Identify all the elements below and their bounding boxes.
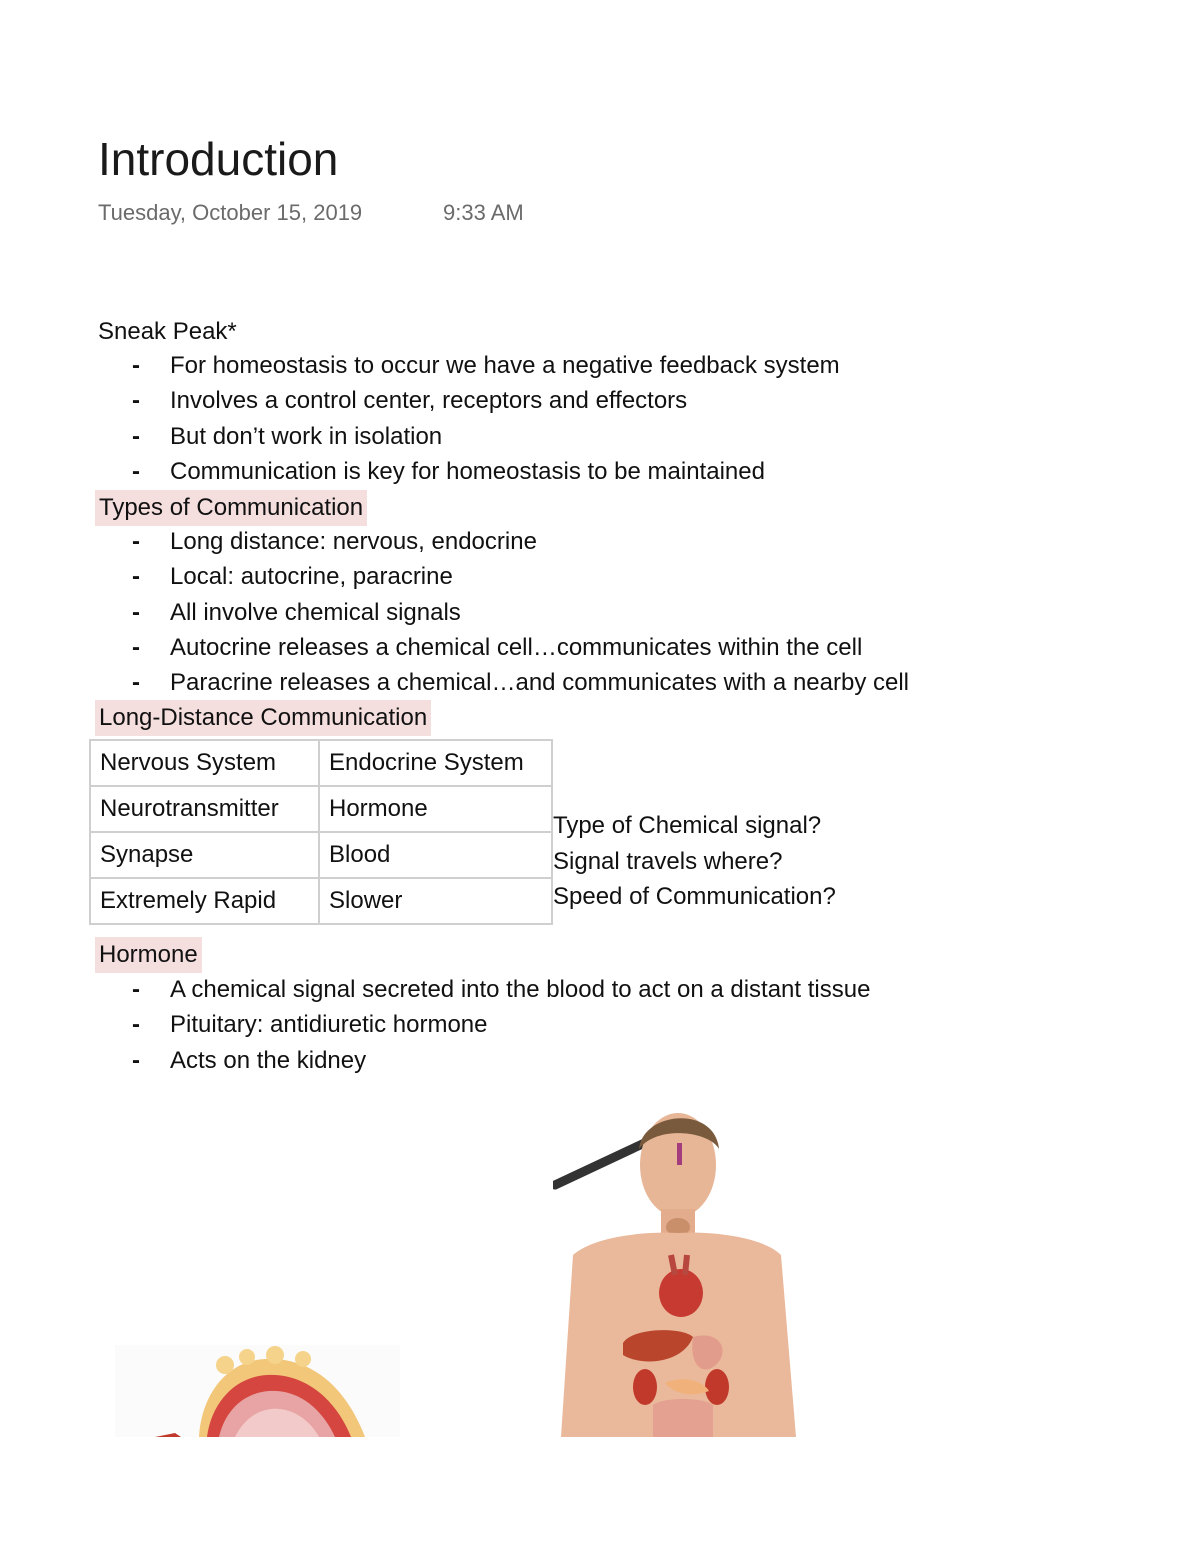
list-item: - Involves a control center, receptors and effectors: [130, 383, 840, 418]
table-row: [90, 740, 552, 786]
types-list: [130, 524, 909, 700]
list-item: - Acts on the kidney: [130, 1043, 870, 1078]
question-text: Speed of Communication?: [553, 883, 836, 910]
table-cell: Blood: [319, 832, 552, 878]
table-questions: [553, 808, 836, 915]
endocrine-system-body-image: [553, 1105, 796, 1437]
sneak-peak-list: [130, 348, 840, 489]
table-cell: Synapse: [90, 832, 319, 878]
list-item: - Communication is key for homeostasis to be maintained: [130, 454, 840, 489]
list-item: - Local: autocrine, paracrine: [130, 559, 909, 594]
list-item: - Autocrine releases a chemical cell…communicates within the cell: [130, 630, 909, 665]
table-cell: Neurotransmitter: [90, 786, 319, 832]
list-item: - Pituitary: antidiuretic hormone: [130, 1007, 870, 1042]
page-time: 9:33 AM: [443, 200, 524, 225]
types-heading: Types of Communication: [95, 490, 367, 526]
list-item: - But don’t work in isolation: [130, 419, 840, 454]
hormone-heading: Hormone: [95, 937, 202, 973]
question-text: Signal travels where?: [553, 847, 783, 875]
table-cell: Hormone: [319, 786, 552, 832]
kidney-cross-section-image: [115, 1345, 400, 1437]
question-text: Type of Chemical signal?: [553, 812, 822, 839]
page-title: Introduction: [98, 133, 339, 185]
list-item: - Paracrine releases a chemical…and communicates with a nearby cell: [130, 665, 909, 700]
table-cell: Endocrine System: [319, 740, 552, 786]
list-item: - All involve chemical signals: [130, 595, 909, 630]
comparison-table: [89, 739, 553, 925]
table-cell: Slower: [319, 878, 552, 924]
hormone-list: [130, 972, 870, 1078]
table-row: [90, 786, 552, 832]
table-cell: Extremely Rapid: [90, 878, 319, 924]
table-cell: Nervous System: [90, 740, 319, 786]
page-date: Tuesday, October 15, 2019: [98, 200, 363, 225]
list-item: - Long distance: nervous, endocrine: [130, 524, 909, 559]
long-distance-heading: Long-Distance Communication: [95, 700, 431, 736]
table-row: [90, 878, 552, 924]
sneak-peak-heading: Sneak Peak*: [98, 318, 237, 345]
list-item: - A chemical signal secreted into the blood to act on a distant tissue: [130, 972, 870, 1007]
table-row: [90, 832, 552, 878]
list-item: - For homeostasis to occur we have a negative feedback system: [130, 348, 840, 383]
